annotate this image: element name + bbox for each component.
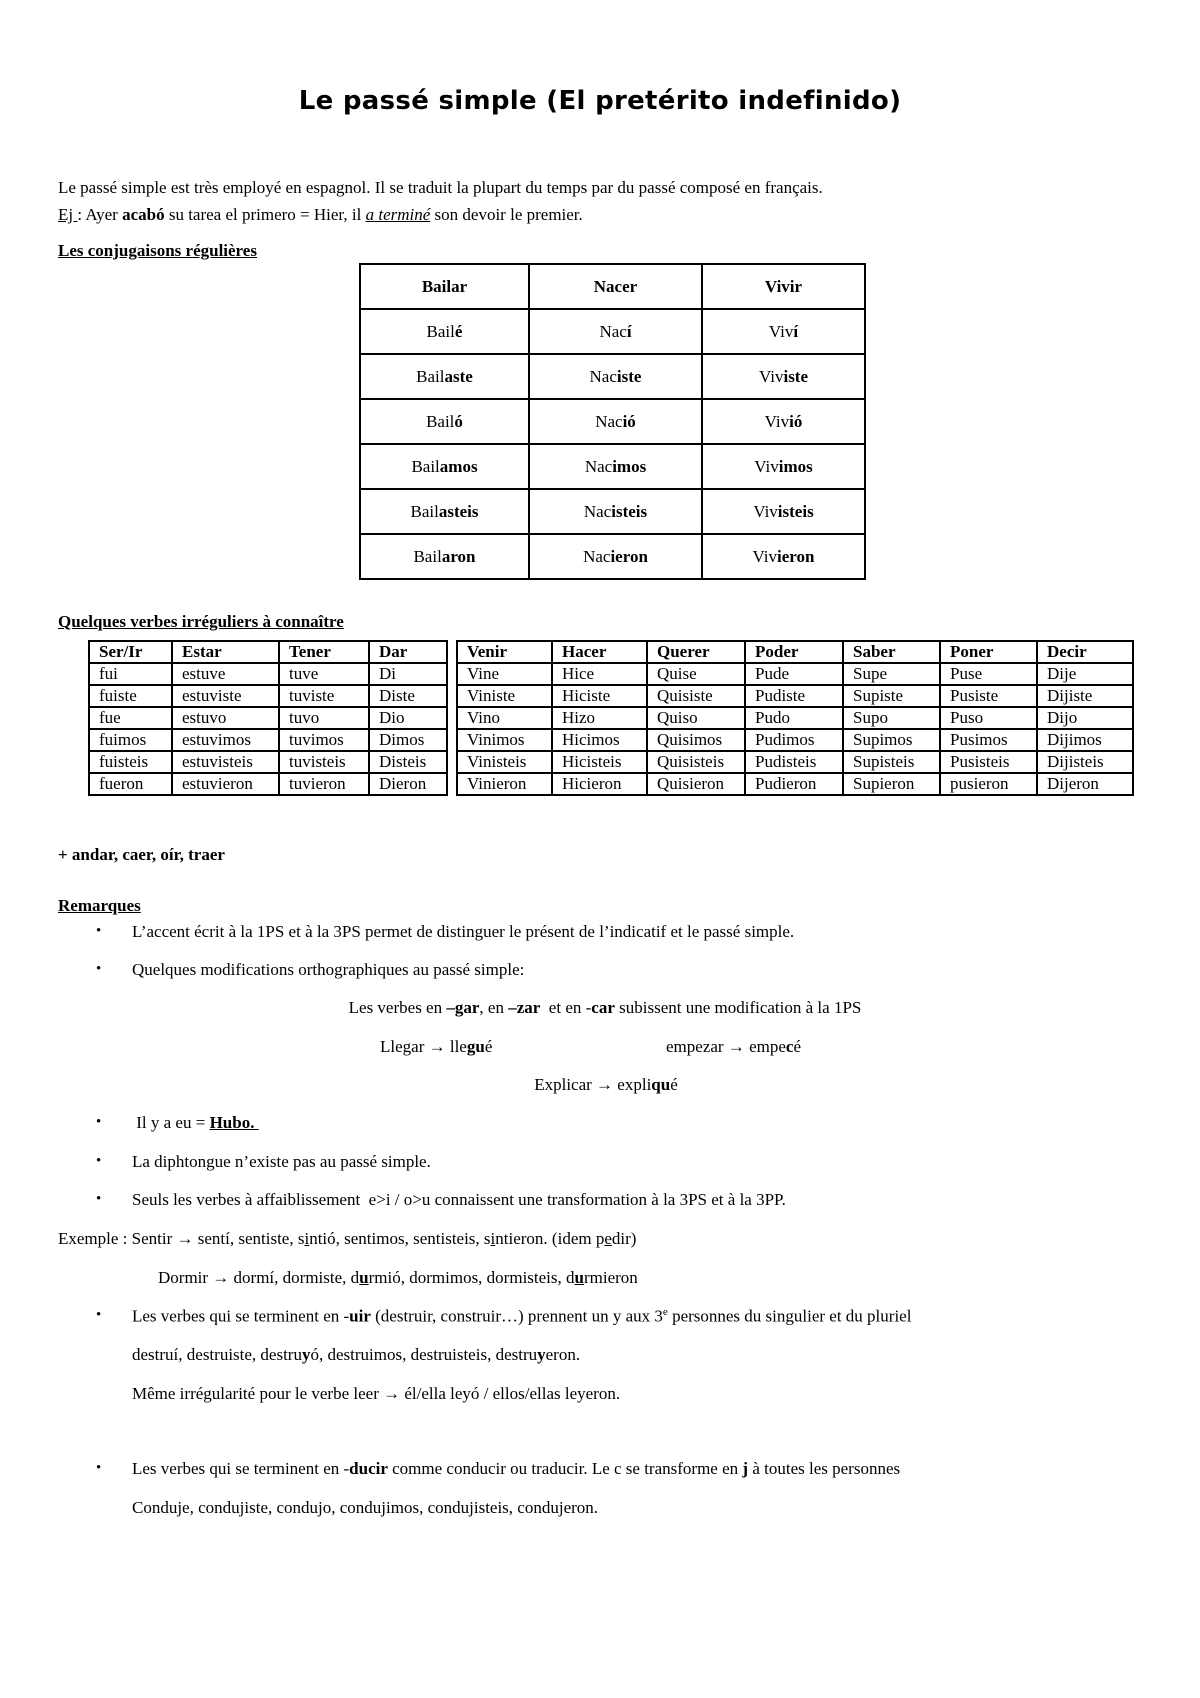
example-text: dir) bbox=[611, 1229, 637, 1248]
table-cell: Pudieron bbox=[745, 773, 843, 795]
remark-accent: L’accent écrit à la 1PS et à la 3PS permet de distinguer le présent de l’indicatif et le passé simple. bbox=[132, 922, 795, 941]
verb-stem: Nac bbox=[595, 411, 623, 431]
table-cell bbox=[360, 399, 529, 444]
page-title: Le passé simple (El pretérito indefinido) bbox=[298, 86, 902, 116]
example-vowel: i bbox=[490, 1229, 496, 1248]
verb-ending: aron bbox=[441, 546, 476, 566]
verb-ending: í bbox=[626, 321, 632, 341]
table-cell: Quise bbox=[647, 663, 745, 685]
remark-weakening: Seuls les verbes à affaiblissement e>i / o>u connaissent une transformation à la 3PS et à la 3PP. bbox=[132, 1190, 786, 1209]
example-llegar bbox=[380, 1037, 492, 1057]
verb-ending: amos bbox=[439, 456, 478, 476]
table-cell: Hiciste bbox=[552, 685, 647, 707]
table-cell: Di bbox=[369, 663, 447, 685]
verb-ending: ió bbox=[622, 411, 636, 431]
table-cell: estuve bbox=[172, 663, 279, 685]
example-vowel: u bbox=[359, 1268, 369, 1287]
table-row bbox=[457, 773, 1133, 795]
table-cell: tuvieron bbox=[279, 773, 369, 795]
table-header-cell: Tener bbox=[279, 641, 369, 663]
table-cell: Diste bbox=[369, 685, 447, 707]
rule-text: , en bbox=[479, 998, 509, 1017]
example-vowel: e bbox=[604, 1229, 612, 1248]
table-cell: Quiso bbox=[647, 707, 745, 729]
verb-stem: Bail bbox=[426, 321, 455, 341]
table-cell: Viniste bbox=[457, 685, 552, 707]
remark-text: Les verbes qui se terminent en - bbox=[132, 1306, 350, 1326]
table-header-cell: Venir bbox=[457, 641, 552, 663]
bullet-icon: • bbox=[96, 1191, 102, 1207]
table-header-cell: Decir bbox=[1037, 641, 1133, 663]
table-cell: estuvimos bbox=[172, 729, 279, 751]
table-cell: Supisteis bbox=[843, 751, 940, 773]
verb-stem: Viv bbox=[768, 321, 794, 341]
table-cell: tuviste bbox=[279, 685, 369, 707]
table-cell bbox=[529, 309, 702, 354]
table-cell: Hicimos bbox=[552, 729, 647, 751]
table-row bbox=[89, 751, 447, 773]
example-text: Explicar → expli bbox=[534, 1075, 652, 1094]
table-row bbox=[457, 751, 1133, 773]
example-text: ntieron. (idem p bbox=[495, 1229, 605, 1248]
table-header-cell: Estar bbox=[172, 641, 279, 663]
example-text: : Ayer bbox=[77, 205, 123, 224]
example-translation-verb: a terminé bbox=[365, 205, 431, 224]
regular-heading: Les conjugaisons régulières bbox=[58, 241, 257, 260]
table-header-row bbox=[360, 264, 865, 309]
regular-conjugation-table bbox=[359, 263, 866, 580]
remark-uir bbox=[132, 1306, 911, 1327]
superscript: e bbox=[662, 1306, 668, 1318]
table-cell: Pudisteis bbox=[745, 751, 843, 773]
table-cell: Vine bbox=[457, 663, 552, 685]
example-text: rmieron bbox=[583, 1268, 638, 1287]
table-cell: Hizo bbox=[552, 707, 647, 729]
example-empezar bbox=[666, 1037, 801, 1057]
bullet-icon: • bbox=[96, 961, 102, 977]
table-cell: Pusimos bbox=[940, 729, 1037, 751]
verb-stem: Viv bbox=[754, 456, 779, 476]
table-cell: Supo bbox=[843, 707, 940, 729]
example-change: y bbox=[537, 1345, 546, 1364]
table-cell: Puso bbox=[940, 707, 1037, 729]
table-cell: Dijo bbox=[1037, 707, 1133, 729]
irregular-heading: Quelques verbes irréguliers à connaître bbox=[58, 612, 344, 631]
verb-stem: Viv bbox=[753, 501, 778, 521]
example-explicar bbox=[0, 1075, 1200, 1095]
table-cell: pusieron bbox=[940, 773, 1037, 795]
table-cell: Puse bbox=[940, 663, 1037, 685]
example-change: gu bbox=[466, 1037, 485, 1056]
other-irregular-verbs: + andar, caer, oír, traer bbox=[58, 845, 225, 864]
rule-ending: car bbox=[591, 998, 615, 1017]
table-row bbox=[360, 534, 865, 579]
example-change: y bbox=[301, 1345, 311, 1364]
table-cell: estuvieron bbox=[172, 773, 279, 795]
table-cell: Supimos bbox=[843, 729, 940, 751]
table-header-cell: Bailar bbox=[360, 264, 529, 309]
remark-text: comme conducir ou traducir. Le c se transforme en bbox=[387, 1459, 743, 1478]
table-cell: tuvo bbox=[279, 707, 369, 729]
table-cell: Vinieron bbox=[457, 773, 552, 795]
table-header-cell: Saber bbox=[843, 641, 940, 663]
table-cell: Dijimos bbox=[1037, 729, 1133, 751]
example-text: su tarea el primero = Hier, il bbox=[164, 205, 366, 224]
example-leer: Même irrégularité pour le verbe leer → él/ella leyó / ellos/ellas leyeron. bbox=[132, 1384, 621, 1403]
table-cell: Hicieron bbox=[552, 773, 647, 795]
table-cell bbox=[702, 309, 865, 354]
table-cell: Pude bbox=[745, 663, 843, 685]
bullet-icon: • bbox=[96, 1307, 102, 1323]
rule-ending: –zar bbox=[508, 998, 541, 1017]
table-row bbox=[360, 309, 865, 354]
verb-ending: isteis bbox=[777, 501, 814, 521]
irregular-table-1 bbox=[88, 640, 448, 796]
irregular-table-2 bbox=[456, 640, 1134, 796]
verb-ending: imos bbox=[612, 456, 647, 476]
table-cell: Hicisteis bbox=[552, 751, 647, 773]
table-cell: Pudimos bbox=[745, 729, 843, 751]
verb-stem: Bail bbox=[410, 501, 439, 521]
example-verb: acabó bbox=[122, 205, 165, 224]
example-text: eron. bbox=[545, 1345, 581, 1364]
table-header-cell: Dar bbox=[369, 641, 447, 663]
example-text: é bbox=[670, 1075, 678, 1094]
table-cell: fuiste bbox=[89, 685, 172, 707]
example-change: qu bbox=[651, 1075, 671, 1094]
example-text: Exemple : Sentir → sentí, sentiste, s bbox=[58, 1229, 305, 1248]
remark-ducir bbox=[132, 1459, 900, 1479]
table-cell: Pudiste bbox=[745, 685, 843, 707]
remark-hubo bbox=[132, 1113, 259, 1133]
verb-stem: Nac bbox=[599, 321, 627, 341]
table-row bbox=[360, 399, 865, 444]
rule-text: Les verbes en bbox=[348, 998, 447, 1017]
example-vowel: u bbox=[574, 1268, 584, 1287]
table-cell: fuimos bbox=[89, 729, 172, 751]
remark-text: Les verbes qui se terminent en - bbox=[132, 1459, 350, 1478]
remark-text: à toutes les personnes bbox=[748, 1459, 901, 1478]
verb-stem: Bail bbox=[416, 366, 445, 386]
table-cell: Pusiste bbox=[940, 685, 1037, 707]
verb-stem: Viv bbox=[752, 546, 777, 566]
table-cell bbox=[360, 444, 529, 489]
table-cell bbox=[529, 444, 702, 489]
table-cell: Supe bbox=[843, 663, 940, 685]
verb-stem: Bail bbox=[413, 546, 442, 566]
table-cell: fue bbox=[89, 707, 172, 729]
table-row bbox=[457, 685, 1133, 707]
verb-stem: Nac bbox=[584, 456, 613, 476]
example-text: ntió, sentimos, sentisteis, s bbox=[309, 1229, 491, 1248]
remark-ending: uir bbox=[349, 1306, 371, 1326]
orthographic-rule bbox=[0, 998, 1200, 1018]
table-header-cell: Poner bbox=[940, 641, 1037, 663]
table-cell: Dimos bbox=[369, 729, 447, 751]
example-sentir bbox=[58, 1229, 636, 1249]
verb-stem: Bail bbox=[411, 456, 440, 476]
table-cell bbox=[360, 489, 529, 534]
remark-text: Il y a eu = bbox=[132, 1113, 210, 1132]
example-text: Dormir → dormí, dormiste, d bbox=[158, 1268, 360, 1287]
table-header-cell: Nacer bbox=[529, 264, 702, 309]
table-cell: Quisieron bbox=[647, 773, 745, 795]
table-cell bbox=[360, 354, 529, 399]
table-row bbox=[89, 729, 447, 751]
remarks-heading: Remarques bbox=[58, 896, 141, 915]
table-cell: Supiste bbox=[843, 685, 940, 707]
table-row bbox=[457, 707, 1133, 729]
example-vowel: i bbox=[304, 1229, 310, 1248]
bullet-icon: • bbox=[96, 1153, 102, 1169]
verb-stem: Viv bbox=[758, 366, 784, 386]
table-cell: Pudo bbox=[745, 707, 843, 729]
table-cell: estuvisteis bbox=[172, 751, 279, 773]
bullet-icon: • bbox=[96, 1460, 102, 1476]
verb-ending: í bbox=[793, 321, 799, 341]
table-cell: fui bbox=[89, 663, 172, 685]
example-text: destruí, destruiste, destru bbox=[132, 1345, 302, 1364]
table-cell: Supieron bbox=[843, 773, 940, 795]
example-text: rmió, dormimos, dormisteis, d bbox=[368, 1268, 575, 1287]
example-conducir: Conduje, condujiste, condujo, condujimos, condujisteis, condujeron. bbox=[132, 1498, 599, 1517]
example-text: é bbox=[793, 1037, 801, 1056]
intro-text: Le passé simple est très employé en espagnol. Il se traduit la plupart du temps par du passé composé en français. bbox=[58, 178, 823, 197]
table-cell bbox=[529, 399, 702, 444]
remark-text: personnes du singulier et du pluriel bbox=[667, 1306, 912, 1326]
verb-ending: ieron bbox=[610, 546, 648, 566]
table-cell bbox=[360, 534, 529, 579]
table-cell: Vinisteis bbox=[457, 751, 552, 773]
table-cell: estuviste bbox=[172, 685, 279, 707]
verb-ending: ó bbox=[454, 411, 463, 431]
table-cell: Quisisteis bbox=[647, 751, 745, 773]
remark-diphthong: La diphtongue n’existe pas au passé simple. bbox=[132, 1152, 431, 1171]
table-cell: tuvimos bbox=[279, 729, 369, 751]
table-cell: Dijisteis bbox=[1037, 751, 1133, 773]
verb-ending: é bbox=[454, 321, 463, 341]
table-cell: Quisimos bbox=[647, 729, 745, 751]
example-text: é bbox=[484, 1037, 493, 1056]
rule-text: subissent une modification à la 1PS bbox=[614, 998, 862, 1017]
example-text: empezar → empe bbox=[666, 1037, 786, 1056]
bullet-icon: • bbox=[96, 923, 102, 939]
remark-hubo-word: Hubo. bbox=[209, 1113, 259, 1132]
table-header-cell: Ser/Ir bbox=[89, 641, 172, 663]
table-cell bbox=[702, 444, 865, 489]
verb-stem: Nac bbox=[583, 501, 612, 521]
table-cell: Quisiste bbox=[647, 685, 745, 707]
table-cell bbox=[702, 399, 865, 444]
bullet-icon: • bbox=[96, 1114, 102, 1130]
rule-ending: –gar bbox=[446, 998, 480, 1017]
table-cell: estuvo bbox=[172, 707, 279, 729]
remark-letter: j bbox=[742, 1459, 749, 1478]
table-cell: fuisteis bbox=[89, 751, 172, 773]
table-header-row bbox=[89, 641, 447, 663]
example-text: Llegar → lle bbox=[380, 1037, 467, 1056]
table-row bbox=[89, 773, 447, 795]
verb-stem: Bail bbox=[426, 411, 455, 431]
table-cell bbox=[702, 534, 865, 579]
verb-ending: isteis bbox=[611, 501, 648, 521]
rule-text: et en - bbox=[540, 998, 592, 1017]
table-cell bbox=[702, 354, 865, 399]
example-label: Ej bbox=[58, 205, 78, 224]
table-cell: Dije bbox=[1037, 663, 1133, 685]
table-cell bbox=[529, 534, 702, 579]
table-row bbox=[89, 663, 447, 685]
table-header-cell: Poder bbox=[745, 641, 843, 663]
table-cell bbox=[529, 354, 702, 399]
table-cell: Pusisteis bbox=[940, 751, 1037, 773]
table-cell: Dieron bbox=[369, 773, 447, 795]
table-cell bbox=[360, 309, 529, 354]
table-cell: tuvisteis bbox=[279, 751, 369, 773]
table-cell: Dijeron bbox=[1037, 773, 1133, 795]
verb-ending: ió bbox=[789, 411, 803, 431]
table-cell: fueron bbox=[89, 773, 172, 795]
remark-ending: ducir bbox=[349, 1459, 388, 1478]
verb-stem: Nac bbox=[583, 546, 611, 566]
table-row bbox=[89, 685, 447, 707]
example-sentence bbox=[58, 205, 583, 225]
verb-ending: asteis bbox=[438, 501, 479, 521]
table-cell: Dijiste bbox=[1037, 685, 1133, 707]
table-header-row bbox=[457, 641, 1133, 663]
table-cell: Vino bbox=[457, 707, 552, 729]
table-row bbox=[457, 663, 1133, 685]
table-cell: tuve bbox=[279, 663, 369, 685]
verb-ending: aste bbox=[444, 366, 473, 386]
verb-ending: ieron bbox=[777, 546, 815, 566]
table-row bbox=[457, 729, 1133, 751]
remark-orthographic: Quelques modifications orthographiques au passé simple: bbox=[132, 960, 525, 979]
table-cell: Vinimos bbox=[457, 729, 552, 751]
table-cell: Dio bbox=[369, 707, 447, 729]
example-text: ó, destruimos, destruisteis, destru bbox=[310, 1345, 538, 1364]
example-dormir bbox=[158, 1268, 638, 1288]
table-row bbox=[89, 707, 447, 729]
table-cell bbox=[529, 489, 702, 534]
table-cell bbox=[702, 489, 865, 534]
table-row bbox=[360, 489, 865, 534]
example-destruir bbox=[132, 1345, 580, 1365]
table-row bbox=[360, 444, 865, 489]
example-change: c bbox=[785, 1037, 794, 1056]
verb-stem: Nac bbox=[589, 366, 617, 386]
table-header-cell: Hacer bbox=[552, 641, 647, 663]
table-cell: Disteis bbox=[369, 751, 447, 773]
verb-ending: iste bbox=[616, 366, 642, 386]
verb-stem: Viv bbox=[764, 411, 790, 431]
table-cell: Hice bbox=[552, 663, 647, 685]
table-header-cell: Vivir bbox=[702, 264, 865, 309]
table-row bbox=[360, 354, 865, 399]
table-header-cell: Querer bbox=[647, 641, 745, 663]
verb-ending: imos bbox=[778, 456, 813, 476]
remark-text: (destruir, construir…) prennent un y aux 3 bbox=[370, 1306, 663, 1326]
verb-ending: iste bbox=[783, 366, 809, 386]
example-text: son devoir le premier. bbox=[430, 205, 583, 224]
